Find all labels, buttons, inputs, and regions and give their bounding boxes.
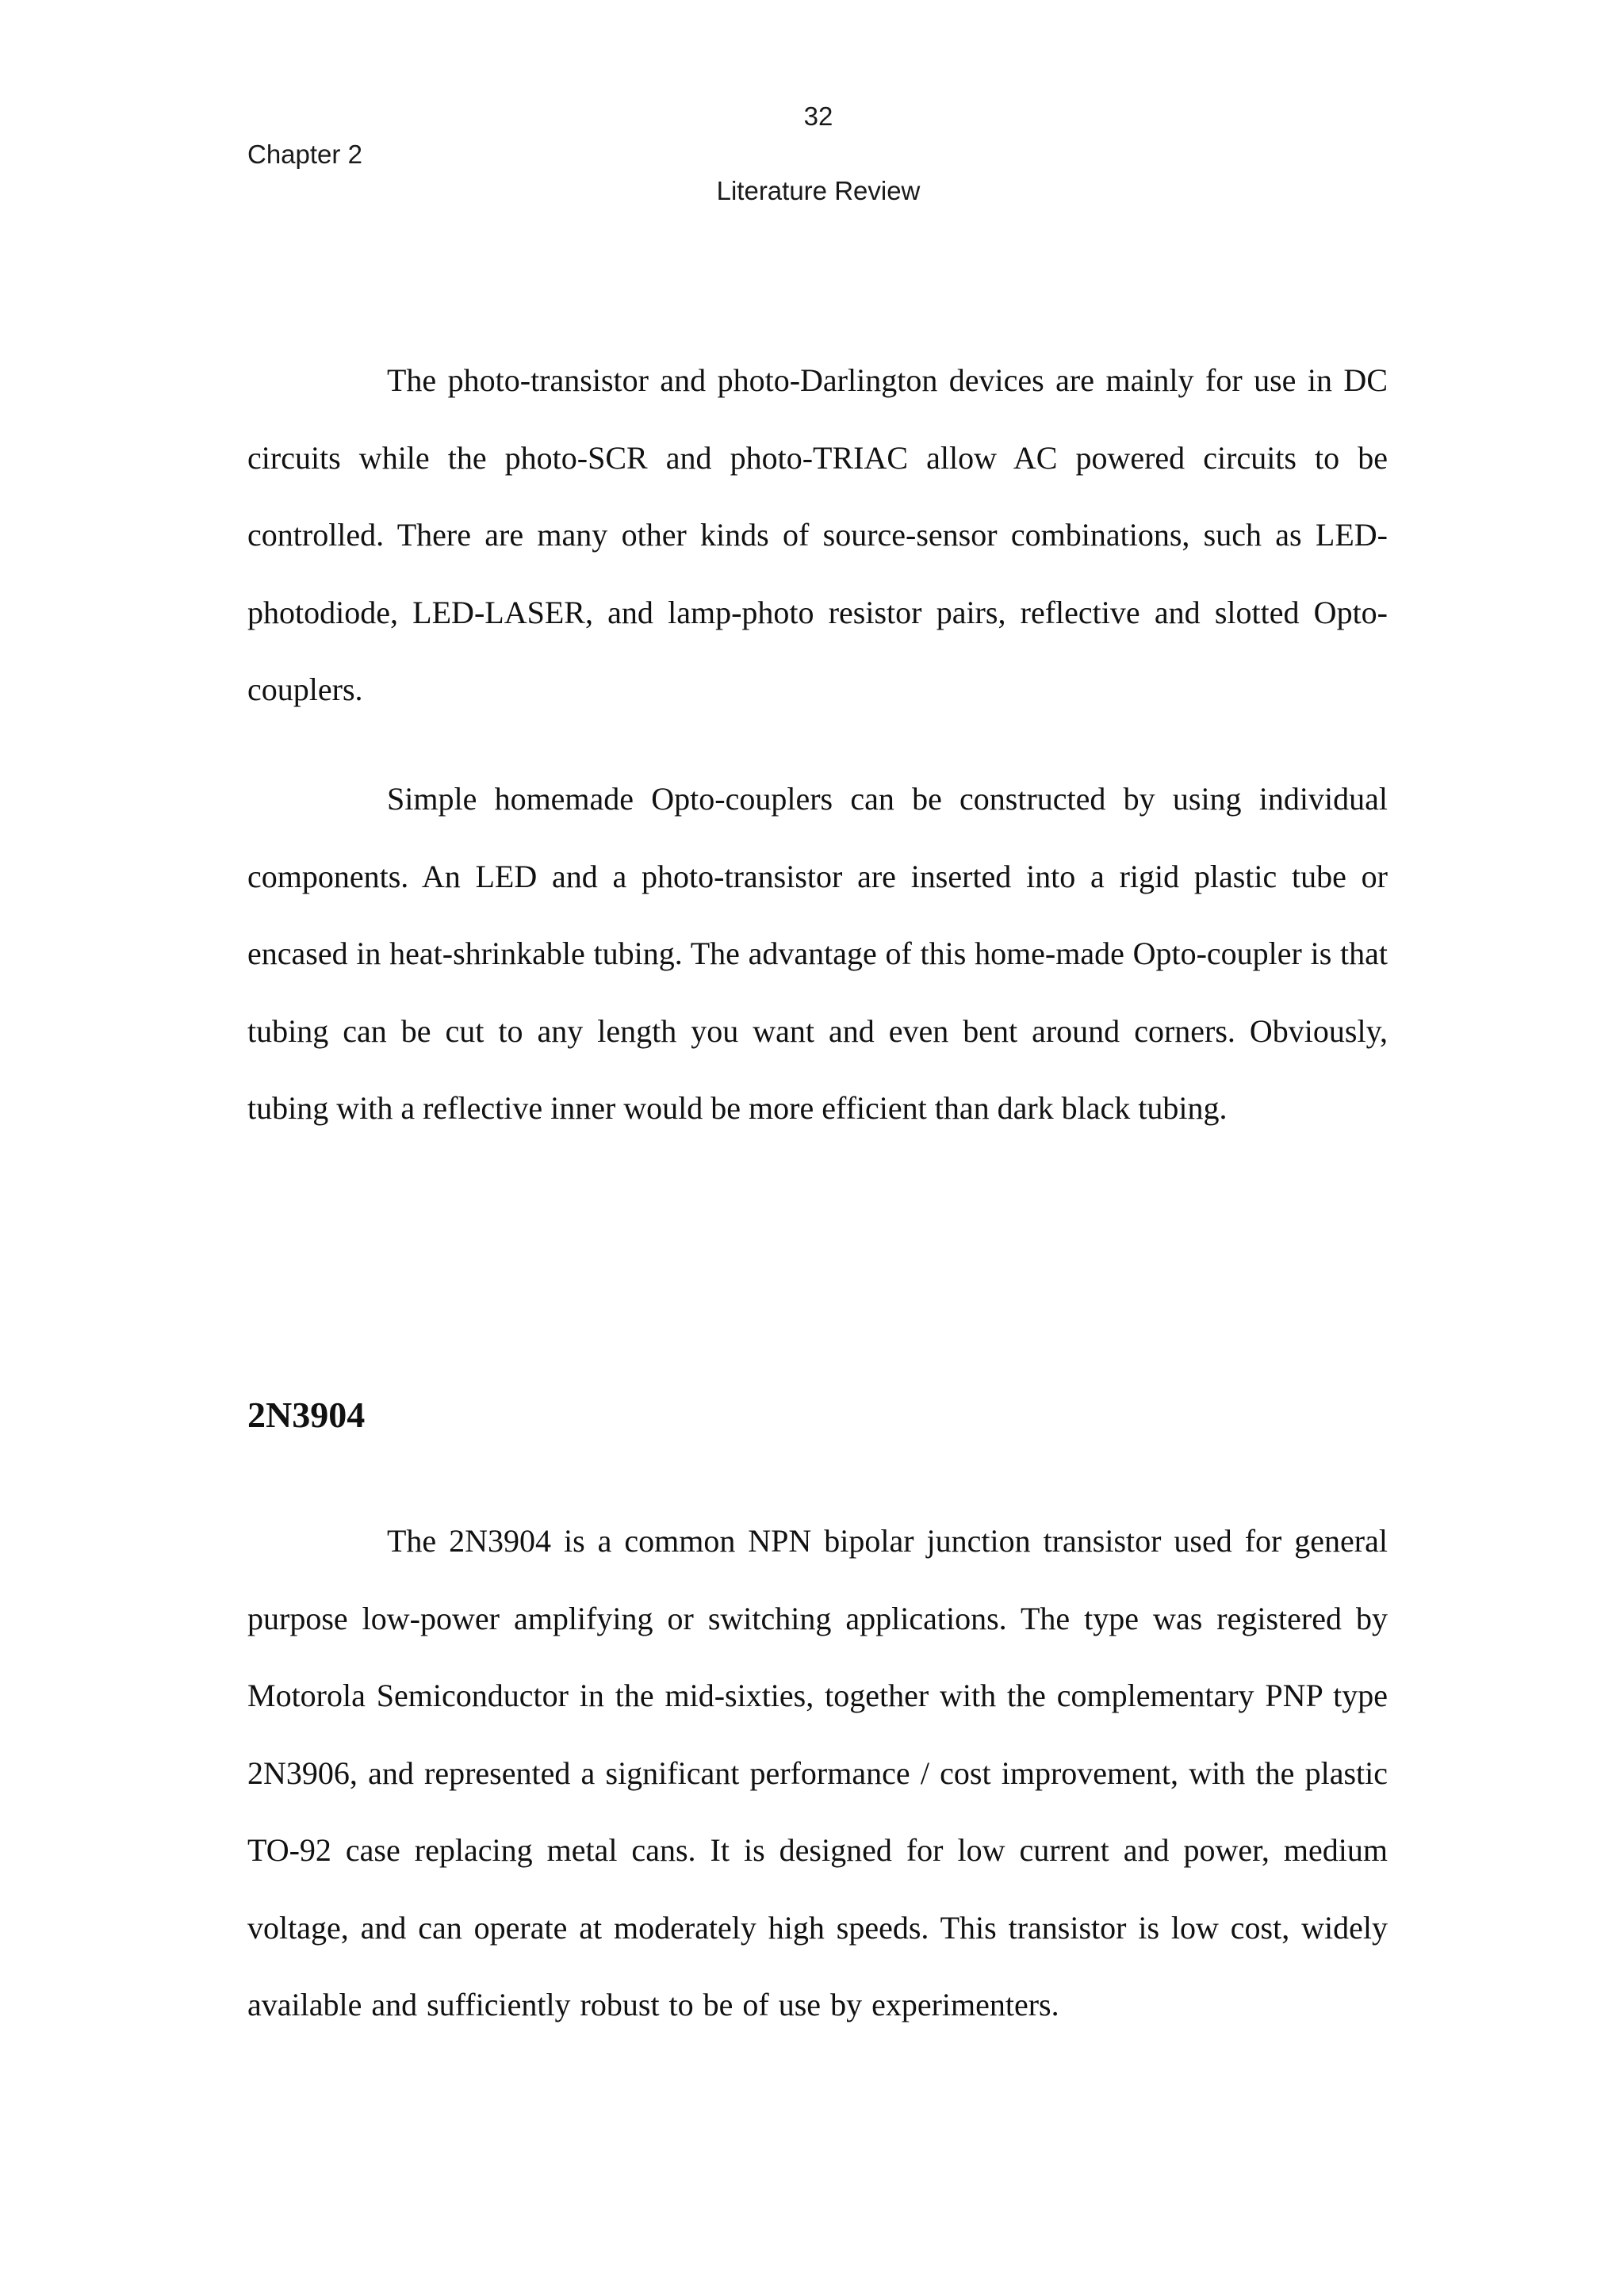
paragraph-homemade-optocouplers: Simple homemade Opto-couplers can be constructed by using individual components. An LED and a photo-transistor are inserted into a rigid plastic tube or encased in heat-shrinkable tubing. The advantage of this home-made Opto-coupler is that tubing can be cut to any length you want and even bent around corners. Obviously, tubing with a reflective inner would be more efficient than dark black tubing. bbox=[247, 781, 1388, 1126]
paragraph-optocoupler-circuits: The photo-transistor and photo-Darlington devices are mainly for use in DC circuits while the photo-SCR and photo-TRIAC allow AC powered circuits to be controlled. There are many other kinds of source-sensor combinations, such as LED-photodiode, LED-LASER, and lamp-photo resistor pairs, reflective and slotted Opto-couplers. bbox=[247, 362, 1388, 707]
section-heading-2n3904: 2N3904 bbox=[247, 1395, 366, 1435]
paragraph-2n3904-description: The 2N3904 is a common NPN bipolar junction transistor used for general purpose low-power amplifying or switching applications. The type was registered by Motorola Semiconductor in the mid-sixties, together with the complementary PNP type 2N3906, and represented a significant performance / cost improvement, with the plastic TO-92 case replacing metal cans. It is designed for low current and power, medium voltage, and can operate at moderately high speeds. This transistor is low cost, widely available and sufficiently robust to be of use by experimenters. bbox=[247, 1523, 1388, 2022]
paragraph-block-1 bbox=[247, 342, 1388, 729]
paragraph-block-2 bbox=[247, 760, 1388, 1147]
paragraph-block-3 bbox=[247, 1502, 1388, 2044]
page-number: 32 bbox=[803, 101, 833, 131]
section-title: Literature Review bbox=[716, 176, 921, 205]
chapter-label: Chapter 2 bbox=[247, 140, 362, 169]
